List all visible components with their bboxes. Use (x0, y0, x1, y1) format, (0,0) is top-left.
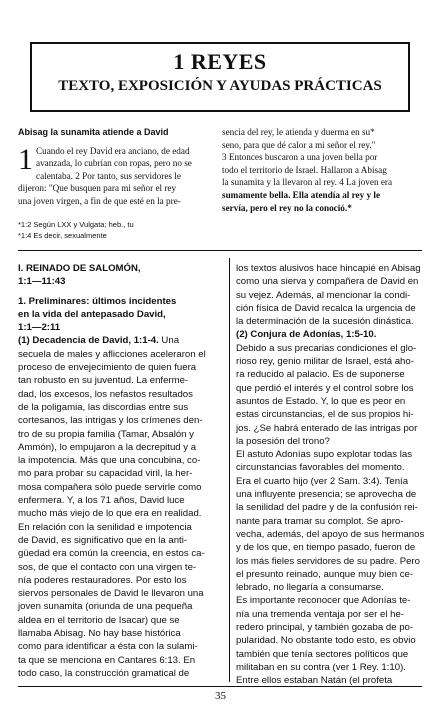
text-line: tro de su propia familia (Tamar, Absalón y (18, 428, 194, 440)
text-line: nía poderes restauradores. Por esto los (18, 574, 187, 586)
text-line: la impotencia. Más que una concubina, co- (18, 455, 201, 467)
text-line: también que tenía sectores políticos que (236, 648, 409, 660)
title-box (30, 42, 410, 112)
text-line: sos, de que el contacto con una virgen te- (18, 561, 197, 573)
text-line: Ammón), lo empujaron a la decrepitud y a (18, 441, 197, 453)
subsection-heading: (1) Decadencia de David, 1:1-4. (18, 335, 159, 347)
pericope-heading: Abisag la sunamita atiende a David (18, 127, 169, 137)
text-line: de la poligamia, las discordias entre sus (18, 401, 189, 413)
text-line: todo caso, la construcción gramatical de (18, 667, 190, 679)
chapter-number: 1 (18, 142, 33, 176)
section-heading: en la vida del antepasado David, (18, 308, 166, 320)
section-heading: 1:1—2:11 (18, 322, 61, 334)
text-line: Entre ellos estaban Natán (el profeta (236, 675, 393, 687)
text-line: circunstancias favorables del momento. (236, 462, 405, 474)
text-line: tan robusto en su juventud. La enferme- (18, 375, 189, 387)
text-line: los textos alusivos hace hincapié en Abisag (236, 263, 421, 274)
text-line: rioso rey, genio militar de Israel, está aho- (236, 356, 414, 368)
text-line: asuntos de Estado. Y, lo que es peor en (236, 395, 406, 407)
text-line: Debido a sus precarias condiciones el glo- (236, 342, 417, 354)
text-line: nía una tremenda ventaja por ser el he- (236, 608, 404, 620)
text-line: vecha, además, del apoyo de sus hermanos (236, 528, 425, 540)
text-line: que perdió el interés y el control sobre los (236, 382, 414, 394)
text-line: secuela de males y aflicciones aceleraron el (18, 348, 206, 360)
bible-right-lines (222, 126, 415, 214)
bible-left-lines (18, 142, 211, 208)
section-divider (18, 250, 422, 251)
footnotes (18, 219, 134, 241)
text-line: la posesión del trono? (236, 435, 330, 447)
text-line: nante para tramar su complot. Se apro- (236, 515, 404, 527)
text-line: estas circunstancias, el de sus propios hi- (236, 409, 414, 421)
bible-text-right-column (222, 126, 415, 214)
footnote: *1:4 Es decir, sexualmente (18, 231, 107, 240)
subsection-heading: (2) Conjura de Adonías, 1:5-10. (236, 329, 377, 341)
text-line: los más fieles servidores de su padre. Pero (236, 555, 420, 567)
text-line: El astuto Adonías supo explotar todas las (236, 449, 412, 461)
book-subtitle: TEXTO, EXPOSICIÓN Y AYUDAS PRÁCTICAS (58, 78, 382, 94)
text-line: Es importante reconocer que Adonías te- (236, 595, 411, 607)
text-line: de David, es significativo que en la anti- (18, 534, 188, 546)
text-line: güedad era común la creencia, en estos ca- (18, 548, 205, 560)
text-line: siervos personales de David le llevaron una (18, 588, 204, 600)
bible-text-line: calentaba. 2 Por tanto, sus servidores le (36, 170, 181, 181)
column-divider (229, 258, 230, 682)
bible-text-line: una joven virgen, a fin de que esté en la pre- (18, 195, 181, 206)
text-line: redero principal, y también gozaba de po- (236, 622, 414, 634)
text-line: aldea en el territorio de Isacar) que se (18, 614, 180, 626)
commentary-left-column (18, 262, 221, 680)
text-line: proceso de envejecimiento de quien fuera (18, 362, 197, 374)
text-line: cortesanos, las intrigas y los crímenes den- (18, 415, 203, 427)
text-line: su vejez. Además, al mencionar la condi- (236, 289, 411, 301)
text-line: jos. ¿Se habrá enterado de las intrigas por (236, 422, 418, 434)
text-line: ta que se menciona en Cantares 6:13. En (18, 654, 196, 666)
bible-text-line: seno, para que dé calor a mi señor el rey." (222, 139, 376, 150)
text-line: enfermera. Y, a los 71 años, David luce (18, 495, 185, 507)
text-line: y de los que, en tiempo pasado, fueron de (236, 542, 416, 554)
bible-text-line: Cuando el rey David era anciano, de edad (36, 145, 190, 156)
bible-text-line: servía, pero el rey no la conoció.* (222, 202, 352, 213)
text-line: militaban en su contra (ver 1 Rey. 1:10). (236, 661, 406, 673)
text-line: la senilidad del padre y de la confusión rei- (236, 502, 418, 514)
bible-text-line: sumamente bella. Ella atendía al rey y le (222, 189, 381, 200)
bible-text-line: sencia del rey, le atienda y duerma en su* (222, 127, 375, 137)
bible-text-line: todo el territorio de Israel. Hallaron a Abisag (222, 164, 387, 175)
text-line: Era el cuarto hijo (ver 2 Sam. 3:4). Tenía (236, 475, 409, 487)
text-line: la determinación de la sucesión dinástica. (236, 316, 414, 328)
text-line: En relación con la senilidad e impotencia (18, 521, 192, 533)
text-line: mucho más viejo de lo que era en realidad. (18, 508, 202, 520)
book-title: 1 REYES (173, 49, 267, 74)
text-line: pularidad. No obstante todo esto, es obvio (236, 635, 416, 647)
bible-text-line: 3 Entonces buscaron a una joven bella por (222, 152, 378, 163)
text-line: llamaba Abisag. No hay base histórica (18, 628, 181, 640)
text-line: mosa compañera sólo puede servirle como (18, 481, 202, 493)
text-line: ra reducido al palacio. Es de suponerse (236, 369, 405, 381)
bible-text-left-column (18, 126, 211, 208)
text-line: mo para probar su capacidad viril, la her- (18, 468, 193, 480)
section-heading: I. REINADO DE SALOMÓN, (18, 263, 141, 274)
text-line: joven sunamita (oriunda de una pequeña (18, 601, 193, 613)
text-line: dad, los excesos, los nefastos resultados (18, 388, 193, 400)
text-line (236, 328, 439, 341)
text-line: (1) Decadencia de David, 1:1-4. Una (18, 335, 180, 347)
text-line: una influyente presencia; se aprovecha de (236, 489, 417, 501)
bible-text-line: avanzada, lo cubrían con ropas, pero no se (36, 158, 192, 169)
section-heading: 1. Preliminares: últimos incidentes (18, 295, 177, 307)
footnote: *1:2 Según LXX y Vulgata; heb., tu (18, 220, 134, 229)
text-line: ción física de David recalca la urgencia de (236, 302, 416, 314)
text-line: lebrado, no llegaría a consumarse. (236, 582, 384, 594)
text-line: como para identificar a ésta con la sulami- (18, 641, 198, 653)
bible-text-line: la sunamita y la llevaron al rey. 4 La joven era (222, 177, 393, 188)
page-number: 35 (215, 690, 226, 702)
text-line: el presunto reinado, aunque muy bien ce- (236, 568, 414, 580)
section-heading: 1:1—11:43 (18, 276, 66, 288)
footer-divider (18, 686, 422, 687)
bible-text-line: dijeron: "Que busquen para mi señor el rey (18, 183, 177, 194)
commentary-right-column (236, 262, 439, 688)
text-line: como una sierva y compañera de David en (236, 276, 419, 288)
